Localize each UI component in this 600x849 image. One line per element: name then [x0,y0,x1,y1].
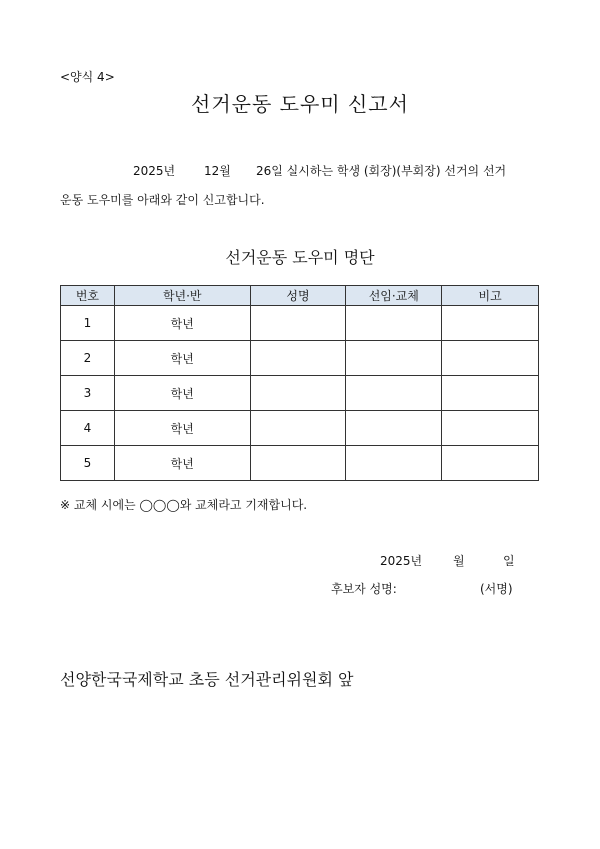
replacement-note: ※ 교체 시에는 ◯◯◯와 교체라고 기재합니다. [60,498,308,512]
table-row [61,306,539,341]
intro-month: 12월 [204,164,231,178]
cell-remarks[interactable] [442,306,539,341]
intro-line2: 운동 도우미를 아래와 같이 신고합니다. [60,193,265,207]
date-year: 2025년 [380,554,423,568]
cell-name[interactable] [250,341,346,376]
header-name: 성명 [250,286,346,306]
table-row [61,376,539,411]
header-appoint-replace: 선임·교체 [346,286,442,306]
intro-year: 2025년 [133,164,176,178]
cell-remarks[interactable] [442,376,539,411]
header-grade-class: 학년·반 [114,286,250,306]
cell-number: 4 [61,411,115,446]
cell-grade[interactable]: 학년 [114,446,250,481]
cell-grade[interactable]: 학년 [114,341,250,376]
cell-number: 1 [61,306,115,341]
cell-type[interactable] [346,306,442,341]
cell-type[interactable] [346,411,442,446]
cell-type[interactable] [346,376,442,411]
form-label: <양식 4> [60,70,115,84]
cell-type[interactable] [346,341,442,376]
cell-remarks[interactable] [442,446,539,481]
header-number: 번호 [61,286,115,306]
cell-name[interactable] [250,446,346,481]
cell-name[interactable] [250,306,346,341]
cell-name[interactable] [250,376,346,411]
header-remarks: 비고 [442,286,539,306]
cell-number: 5 [61,446,115,481]
cell-remarks[interactable] [442,411,539,446]
cell-grade[interactable]: 학년 [114,411,250,446]
cell-name[interactable] [250,411,346,446]
cell-grade[interactable]: 학년 [114,376,250,411]
candidate-name-label: 후보자 성명: [331,582,397,596]
date-month: 월 [453,554,465,568]
table-row [61,446,539,481]
cell-type[interactable] [346,446,442,481]
recipient: 선양한국국제학교 초등 선거관리위원회 앞 [60,670,354,689]
table-header-row [61,286,539,306]
date-day: 일 [503,554,515,568]
intro-day-text: 26일 실시하는 학생 (회장)(부회장) 선거의 선거 [256,164,507,178]
cell-grade[interactable]: 학년 [114,306,250,341]
cell-remarks[interactable] [442,341,539,376]
table-row [61,411,539,446]
cell-number: 3 [61,376,115,411]
roster-table [60,285,539,481]
document-title: 선거운동 도우미 신고서 [191,92,409,116]
signature-mark: (서명) [480,582,513,596]
roster-title: 선거운동 도우미 명단 [225,248,375,267]
table-row [61,341,539,376]
cell-number: 2 [61,341,115,376]
